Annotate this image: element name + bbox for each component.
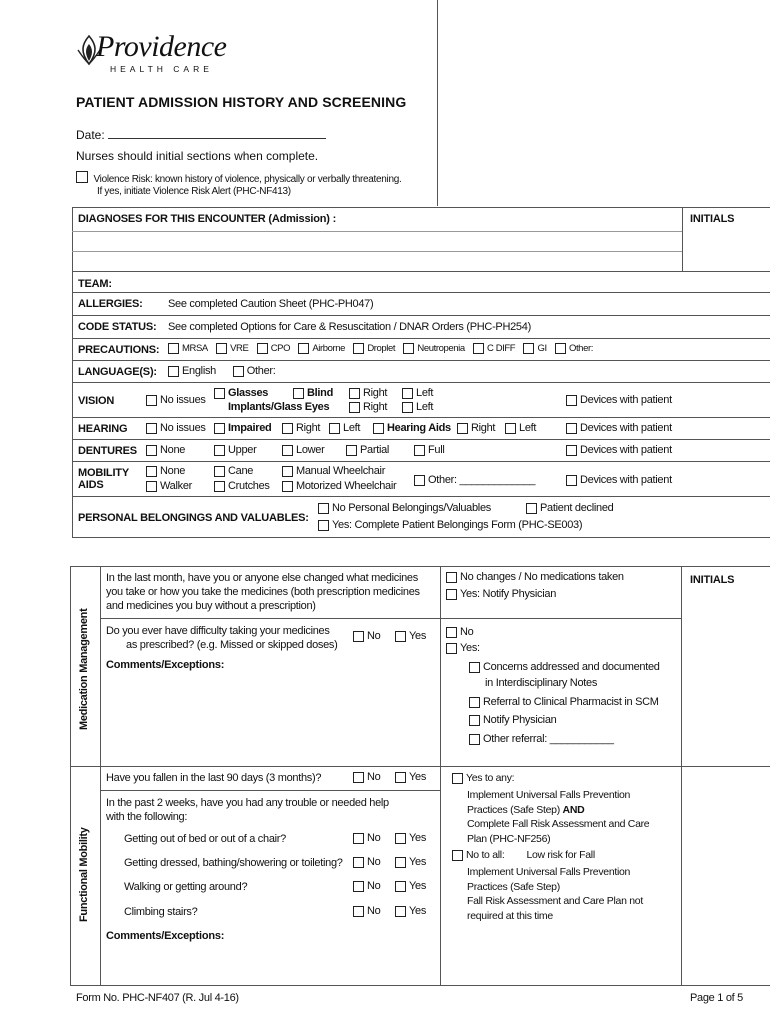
med-sub-concerns-2: in Interdisciplinary Notes — [485, 677, 598, 689]
vision-no-issues[interactable]: No issues — [146, 394, 206, 406]
dentures-none-checkbox[interactable] — [146, 445, 157, 456]
hearing-devices[interactable]: Devices with patient — [566, 422, 672, 434]
mrsa-checkbox[interactable] — [168, 343, 179, 354]
yes-notify-checkbox[interactable] — [446, 589, 457, 600]
mob-s3-yes[interactable]: Yes — [395, 880, 426, 892]
allergies-text: See completed Caution Sheet (PHC-PH047) — [168, 298, 374, 310]
notify-checkbox[interactable] — [469, 715, 480, 726]
mob-q1-yes-checkbox[interactable] — [395, 772, 406, 783]
vision-no-issues-checkbox[interactable] — [146, 395, 157, 406]
hearing-no-issues-checkbox[interactable] — [146, 423, 157, 434]
mob-s2-no[interactable]: No — [353, 856, 380, 868]
mobility-cane[interactable]: Cane — [214, 465, 253, 477]
mob-s4-no[interactable]: No — [353, 905, 380, 917]
page-number: Page 1 of 5 — [690, 992, 743, 1004]
mobility-motor-wc[interactable]: Motorized Wheelchair — [282, 480, 396, 492]
logo-brand: Providence — [96, 30, 227, 63]
vision-right-2[interactable]: Right — [349, 401, 387, 413]
mob-s4: Climbing stairs? — [124, 906, 198, 918]
vre-checkbox[interactable] — [216, 343, 227, 354]
precaution-cdiff[interactable]: C DIFF — [473, 343, 515, 354]
s2-answer-divider — [440, 566, 441, 985]
hearing-left-2-checkbox[interactable] — [505, 423, 516, 434]
diag-line-2[interactable] — [72, 251, 682, 252]
med-yes-notify[interactable]: Yes: Notify Physician — [446, 588, 556, 600]
dentures-partial[interactable]: Partial — [346, 444, 389, 456]
vision-right-1-checkbox[interactable] — [349, 388, 360, 399]
hearing-left-1[interactable]: Left — [329, 422, 360, 434]
mobility-crutches[interactable]: Crutches — [214, 480, 270, 492]
no-to-all-checkbox[interactable] — [452, 850, 463, 861]
mob-s2-no-checkbox[interactable] — [353, 857, 364, 868]
dentures-label: DENTURES — [78, 445, 137, 457]
mob-yes-to-any[interactable]: Yes to any: — [452, 771, 514, 786]
crutches-checkbox[interactable] — [214, 481, 225, 492]
mob-s1-yes[interactable]: Yes — [395, 832, 426, 844]
vision-left-2-checkbox[interactable] — [402, 402, 413, 413]
med-sub-concerns[interactable]: Concerns addressed and documented — [469, 661, 660, 673]
walker-checkbox[interactable] — [146, 481, 157, 492]
mob-s4-no-checkbox[interactable] — [353, 906, 364, 917]
no-changes-checkbox[interactable] — [446, 572, 457, 583]
s1-top-border — [72, 207, 770, 208]
mob-comments-label: Comments/Exceptions: — [106, 930, 225, 942]
hearing-no-issues[interactable]: No issues — [146, 422, 206, 434]
mob-s3-yes-checkbox[interactable] — [395, 881, 406, 892]
med-a2-yes-checkbox[interactable] — [446, 643, 457, 654]
label-box-border — [437, 0, 438, 206]
referral-checkbox[interactable] — [469, 697, 480, 708]
gi-checkbox[interactable] — [523, 343, 534, 354]
mob-q1: Have you fallen in the last 90 days (3 months)? — [106, 772, 322, 784]
allergies-label: ALLERGIES: — [78, 298, 143, 310]
mob-s2: Getting dressed, bathing/showering or toileting? — [124, 857, 343, 869]
precautions-bottom — [72, 360, 770, 361]
mobility-manual-wc[interactable]: Manual Wheelchair — [282, 465, 385, 477]
mobility-other-checkbox[interactable] — [414, 475, 425, 486]
hearing-left-2[interactable]: Left — [505, 422, 536, 434]
dentures-devices-checkbox[interactable] — [566, 445, 577, 456]
med-sub-referral[interactable]: Referral to Clinical Pharmacist in SCM — [469, 696, 659, 708]
vision-left-1-checkbox[interactable] — [402, 388, 413, 399]
dentures-upper[interactable]: Upper — [214, 444, 256, 456]
hearing-devices-checkbox[interactable] — [566, 423, 577, 434]
med-initials-label: INITIALS — [690, 574, 735, 586]
vision-left-1[interactable]: Left — [402, 387, 433, 399]
page-title: PATIENT ADMISSION HISTORY AND SCREENING — [76, 94, 407, 110]
mob-q1-no-checkbox[interactable] — [353, 772, 364, 783]
precaution-neutropenia[interactable]: Neutropenia — [403, 343, 464, 354]
mob-q1-no[interactable]: No — [353, 771, 380, 783]
med-sub-notify[interactable]: Notify Physician — [469, 714, 556, 726]
med-q2-yes[interactable]: Yes — [395, 630, 426, 642]
language-english[interactable]: English — [168, 365, 216, 377]
mobility-aids-label-2: AIDS — [78, 479, 104, 491]
team-label: TEAM: — [78, 278, 112, 290]
mobility-none[interactable]: None — [146, 465, 185, 477]
other-checkbox[interactable] — [555, 343, 566, 354]
hearing-impaired[interactable]: Impaired — [214, 422, 271, 434]
mobility-aids-label-1: MOBILITY — [78, 467, 129, 479]
belongings-declined[interactable]: Patient declined — [526, 502, 613, 514]
s1-initials-divider — [682, 207, 683, 272]
mob-s1: Getting out of bed or out of a chair? — [124, 833, 286, 845]
date-label: Date: — [76, 127, 326, 142]
hearing-aids-checkbox[interactable] — [373, 423, 384, 434]
mob-s1-no[interactable]: No — [353, 832, 380, 844]
mob-q1-yes[interactable]: Yes — [395, 771, 426, 783]
upper-checkbox[interactable] — [214, 445, 225, 456]
vision-implants[interactable]: Implants/Glass Eyes — [228, 401, 330, 413]
full-checkbox[interactable] — [414, 445, 425, 456]
mob-s4-yes-checkbox[interactable] — [395, 906, 406, 917]
blind-checkbox[interactable] — [293, 388, 304, 399]
belongings-none[interactable]: No Personal Belongings/Valuables — [318, 502, 491, 514]
med-section-bottom — [70, 766, 770, 767]
mob-s4-yes[interactable]: Yes — [395, 905, 426, 917]
diag-line-1[interactable] — [72, 231, 682, 232]
vision-right-1[interactable]: Right — [349, 387, 387, 399]
mobility-none-checkbox[interactable] — [146, 466, 157, 477]
mob-s3-no-checkbox[interactable] — [353, 881, 364, 892]
precaution-gi[interactable]: GI — [523, 343, 546, 354]
hearing-label: HEARING — [78, 423, 128, 435]
belongings-yes[interactable]: Yes: Complete Patient Belongings Form (PHC-SE003) — [318, 519, 582, 531]
med-q1: In the last month, have you or anyone else changed what medicines you take or how you take the medicines (both prescription medicines and medicines you buy without a prescription) — [106, 572, 420, 612]
hearing-aids[interactable]: Hearing Aids — [373, 422, 451, 434]
mob-s3: Walking or getting around? — [124, 881, 248, 893]
med-q2-no[interactable]: No — [353, 630, 380, 642]
code-bottom — [72, 338, 770, 339]
med-a2-no[interactable]: No — [446, 626, 473, 638]
med-q2: Do you ever have difficulty taking your medicines as prescribed? (e.g. Missed or skipped doses) — [106, 625, 338, 651]
med-q2-yes-checkbox[interactable] — [395, 631, 406, 642]
violence-text: Violence Risk: known history of violence, physically or verbally threatening. — [93, 174, 402, 185]
vision-glasses[interactable]: Glasses — [214, 387, 268, 399]
manual-wc-checkbox[interactable] — [282, 466, 293, 477]
dentures-full[interactable]: Full — [414, 444, 445, 456]
partial-checkbox[interactable] — [346, 445, 357, 456]
language-label: LANGUAGE(S): — [78, 366, 157, 378]
language-bottom — [72, 382, 770, 383]
vision-blind[interactable]: Blind — [293, 387, 333, 399]
mob-s2-yes[interactable]: Yes — [395, 856, 426, 868]
precaution-mrsa[interactable]: MRSA — [168, 343, 208, 354]
violence-alert-text: If yes, initiate Violence Risk Alert (PHC-NF413) — [97, 186, 291, 197]
allergies-bottom — [72, 315, 770, 316]
belongings-yes-checkbox[interactable] — [318, 520, 329, 531]
precaution-vre[interactable]: VRE — [216, 343, 248, 354]
airborne-checkbox[interactable] — [298, 343, 309, 354]
mobility-walker[interactable]: Walker — [146, 480, 192, 492]
mobility-bottom — [72, 496, 770, 497]
language-other[interactable]: Other: — [233, 365, 276, 377]
hearing-right-1[interactable]: Right — [282, 422, 320, 434]
violence-risk — [76, 171, 401, 185]
med-q2-no-checkbox[interactable] — [353, 631, 364, 642]
diag-bottom — [72, 271, 770, 272]
mob-s1-yes-checkbox[interactable] — [395, 833, 406, 844]
belongings-none-checkbox[interactable] — [318, 503, 329, 514]
team-bottom — [72, 292, 770, 293]
precaution-cpo[interactable]: CPO — [257, 343, 290, 354]
cane-checkbox[interactable] — [214, 466, 225, 477]
code-status-label: CODE STATUS: — [78, 321, 157, 333]
s2-side-divider — [100, 566, 101, 985]
vision-devices-checkbox[interactable] — [566, 395, 577, 406]
mob-s2-yes-checkbox[interactable] — [395, 857, 406, 868]
vision-left-2[interactable]: Left — [402, 401, 433, 413]
cpo-checkbox[interactable] — [257, 343, 268, 354]
s3-bottom-border — [70, 985, 770, 986]
belongings-label: PERSONAL BELONGINGS AND VALUABLES: — [78, 512, 309, 524]
language-options — [168, 365, 276, 380]
s2-initials-divider — [681, 566, 682, 985]
mob-q2: In the past 2 weeks, have you had any trouble or needed help with the following: — [106, 797, 389, 823]
med-sub-other[interactable]: Other referral: ___________ — [469, 733, 614, 745]
diagnoses-label: DIAGNOSES FOR THIS ENCOUNTER (Admission) : — [78, 213, 337, 225]
med-a2-yes[interactable]: Yes: — [446, 642, 480, 654]
hearing-right-1-checkbox[interactable] — [282, 423, 293, 434]
form-number: Form No. PHC-NF407 (R. Jul 4-16) — [76, 992, 239, 1004]
code-status-text: See completed Options for Care & Resuscitation / DNAR Orders (PHC-PH254) — [168, 321, 531, 333]
initials-label: INITIALS — [690, 213, 735, 225]
hearing-right-2[interactable]: Right — [457, 422, 495, 434]
med-a2-no-checkbox[interactable] — [446, 627, 457, 638]
dentures-none[interactable]: None — [146, 444, 185, 456]
glasses-checkbox[interactable] — [214, 388, 225, 399]
s2-top-border — [70, 566, 770, 567]
mob-result-column-2: No to all: Low risk for Fall Implement Universal Falls Prevention Practices (Safe Step) Fall Risk Assessment and Care Plan not required at this time — [452, 848, 643, 923]
language-other-checkbox[interactable] — [233, 366, 244, 377]
english-checkbox[interactable] — [168, 366, 179, 377]
neutropenia-checkbox[interactable] — [403, 343, 414, 354]
medication-side-label: Medication Management — [78, 608, 90, 730]
vision-right-2-checkbox[interactable] — [349, 402, 360, 413]
yes-to-any-checkbox[interactable] — [452, 773, 463, 784]
hearing-bottom — [72, 439, 770, 440]
concerns-checkbox[interactable] — [469, 662, 480, 673]
precaution-droplet[interactable]: Droplet — [353, 343, 395, 354]
precaution-other[interactable]: Other: — [555, 343, 593, 354]
logo-subtitle: HEALTH CARE — [110, 64, 213, 74]
precaution-airborne[interactable]: Airborne — [298, 343, 345, 354]
violence-checkbox[interactable] — [76, 171, 88, 183]
dentures-bottom — [72, 461, 770, 462]
s1-bottom-border — [72, 537, 770, 538]
hearing-left-1-checkbox[interactable] — [329, 423, 340, 434]
mob-q1-bottom — [100, 790, 440, 791]
s1-left-border — [72, 207, 73, 537]
impaired-checkbox[interactable] — [214, 423, 225, 434]
lower-checkbox[interactable] — [282, 445, 293, 456]
vision-label: VISION — [78, 395, 115, 407]
mob-result-column: Yes to any: Implement Universal Falls Prevention Practices (Safe Step) AND Complete Fall Risk Assessment and Care Plan (PHC-NF256) — [452, 771, 649, 846]
hearing-right-2-checkbox[interactable] — [457, 423, 468, 434]
mobility-other[interactable]: Other: _____________ — [414, 474, 535, 486]
med-comments-label: Comments/Exceptions: — [106, 659, 225, 671]
mob-s3-no[interactable]: No — [353, 880, 380, 892]
date-input[interactable] — [108, 127, 326, 139]
mobility-side-label: Functional Mobility — [78, 827, 90, 922]
med-no-changes[interactable]: No changes / No medications taken — [446, 571, 624, 583]
vision-bottom — [72, 417, 770, 418]
s2-left-border — [70, 566, 71, 985]
declined-checkbox[interactable] — [526, 503, 537, 514]
mob-s1-no-checkbox[interactable] — [353, 833, 364, 844]
precautions-label: PRECAUTIONS: — [78, 344, 160, 356]
other-referral-checkbox[interactable] — [469, 734, 480, 745]
mobility-devices-checkbox[interactable] — [566, 475, 577, 486]
droplet-checkbox[interactable] — [353, 343, 364, 354]
dentures-devices[interactable]: Devices with patient — [566, 444, 672, 456]
med-q1-bottom — [100, 618, 681, 619]
cdiff-checkbox[interactable] — [473, 343, 484, 354]
motor-wc-checkbox[interactable] — [282, 481, 293, 492]
vision-devices[interactable]: Devices with patient — [566, 394, 672, 406]
nurse-note: Nurses should initial sections when complete. — [76, 149, 319, 163]
dentures-lower[interactable]: Lower — [282, 444, 324, 456]
precautions-options — [168, 343, 593, 357]
mobility-devices[interactable]: Devices with patient — [566, 474, 672, 486]
mob-no-to-all[interactable]: No to all: Low risk for Fall — [452, 848, 595, 863]
